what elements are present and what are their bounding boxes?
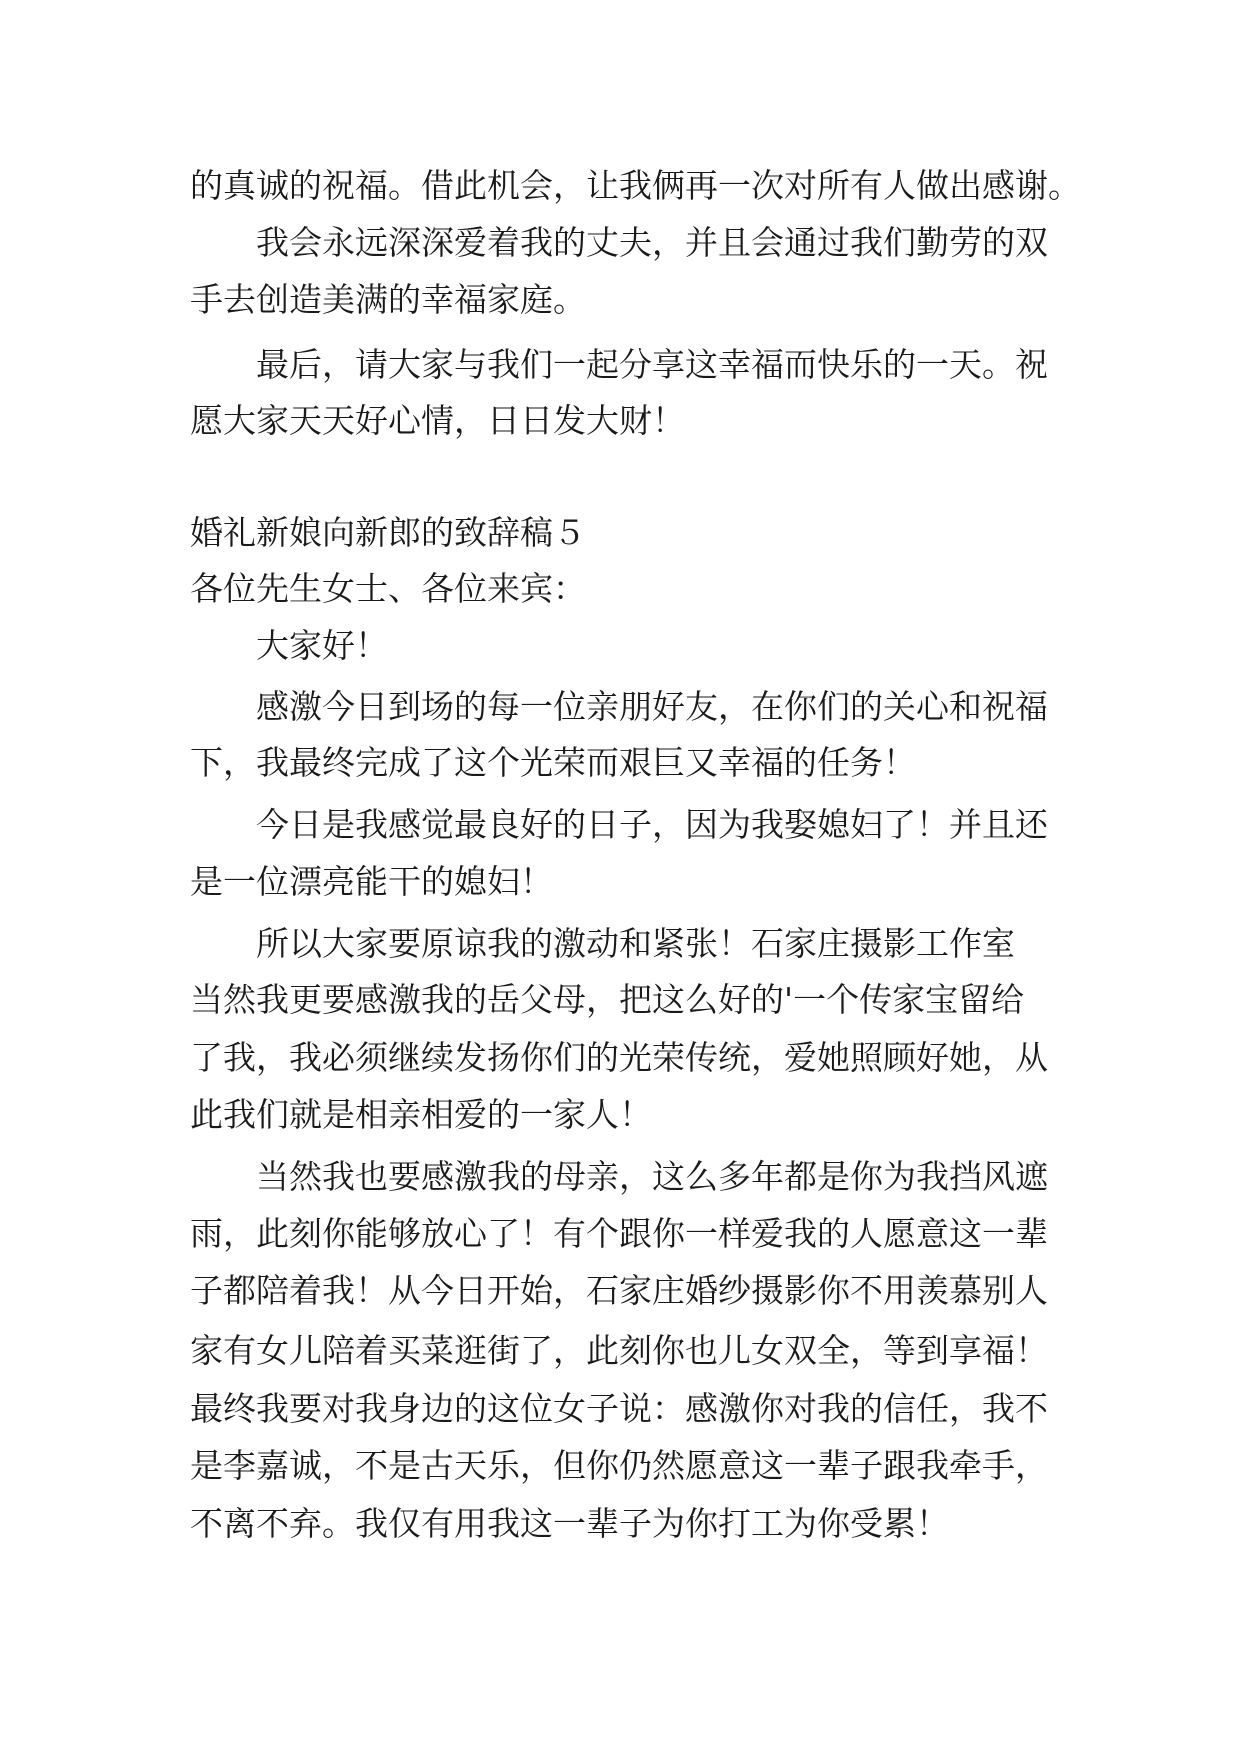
text-line: 是李嘉诚，不是古天乐，但你仍然愿意这一辈子跟我牵手， [190,1446,1048,1485]
text-line: 愿大家天天好心情，日日发大财！ [190,401,685,440]
text-line: 的真诚的祝福。借此机会，让我俩再一次对所有人做出感谢。 [190,166,1081,205]
text-line: 不离不弃。我仅有用我这一辈子为你打工为你受累！ [190,1504,949,1543]
section-title: 婚礼新娘向新郎的致辞稿５ [190,513,586,552]
text-line: 今日是我感觉最良好的日子，因为我娶媳妇了！并且还 [256,805,1048,844]
text-line: 我会永远深深爱着我的丈夫，并且会通过我们勤劳的双 [256,223,1048,262]
text-line: 下，我最终完成了这个光荣而艰巨又幸福的任务！ [190,743,916,782]
text-line: 当然我更要感激我的岳父母，把这么好的'一个传家宝留给 [190,980,1025,1019]
text-line: 家有女儿陪着买菜逛街了，此刻你也儿女双全，等到享福！ [190,1331,1048,1370]
text-line: 了我，我必须继续发扬你们的光荣传统，爱她照顾好她，从 [190,1038,1048,1077]
text-line: 手去创造美满的幸福家庭。 [190,280,586,319]
text-line: 最后，请大家与我们一起分享这幸福而快乐的一天。祝 [256,345,1048,384]
text-line: 当然我也要感激我的母亲，这么多年都是你为我挡风遮 [256,1157,1048,1196]
salutation: 各位先生女士、各位来宾： [190,569,586,608]
text-line: 感激今日到场的每一位亲朋好友，在你们的关心和祝福 [256,687,1048,726]
text-line: 雨，此刻你能够放心了！有个跟你一样爱我的人愿意这一辈 [190,1214,1048,1253]
text-line: 子都陪着我！从今日开始，石家庄婚纱摄影你不用羡慕别人 [190,1271,1048,1310]
text-line: 是一位漂亮能干的媳妇！ [190,862,553,901]
text-line: 此我们就是相亲相爱的一家人！ [190,1095,652,1134]
text-line: 最终我要对我身边的这位女子说：感激你对我的信任，我不 [190,1389,1048,1428]
greeting: 大家好！ [256,626,388,665]
text-line: 所以大家要原谅我的激动和紧张！石家庄摄影工作室 [256,924,1015,963]
